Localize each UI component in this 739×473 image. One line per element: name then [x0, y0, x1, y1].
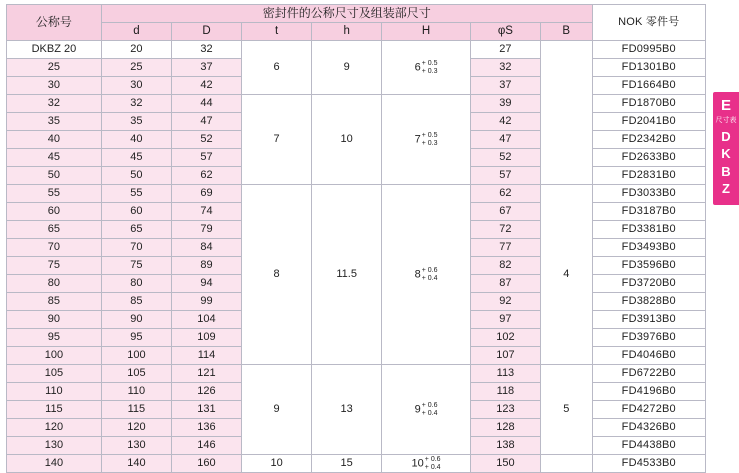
cell-code: 120 [7, 419, 102, 437]
cell-D: 121 [171, 365, 241, 383]
side-tab-dkbz [713, 92, 739, 205]
header-B: B [540, 23, 592, 41]
cell-d: 25 [101, 59, 171, 77]
cell-phi-s: 47 [470, 131, 540, 149]
cell-D: 57 [171, 149, 241, 167]
cell-code: 55 [7, 185, 102, 203]
cell-nok-part-no: FD1664B0 [592, 77, 705, 95]
cell-D: 79 [171, 221, 241, 239]
cell-D: 109 [171, 329, 241, 347]
cell-phi-s: 67 [470, 203, 540, 221]
cell-h: 9 [312, 41, 382, 95]
cell-H-tolerance: + 0.6 + 0.4 [421, 267, 438, 282]
cell-phi-s: 42 [470, 113, 540, 131]
cell-nok-part-no: FD4046B0 [592, 347, 705, 365]
cell-code: 30 [7, 77, 102, 95]
cell-nok-part-no: FD6722B0 [592, 365, 705, 383]
cell-t: 10 [242, 455, 312, 473]
table-row [7, 41, 706, 59]
cell-d: 130 [101, 437, 171, 455]
cell-d: 55 [101, 185, 171, 203]
dkbz-dimension-table [6, 4, 706, 473]
table-head [7, 5, 706, 41]
cell-d: 50 [101, 167, 171, 185]
cell-H [382, 95, 471, 185]
cell-phi-s: 27 [470, 41, 540, 59]
cell-nok-part-no: FD0995B0 [592, 41, 705, 59]
cell-phi-s: 118 [470, 383, 540, 401]
cell-phi-s: 97 [470, 311, 540, 329]
cell-phi-s: 37 [470, 77, 540, 95]
header-row-1 [7, 5, 706, 23]
cell-nok-part-no: FD2633B0 [592, 149, 705, 167]
cell-nok-part-no: FD3976B0 [592, 329, 705, 347]
cell-d: 20 [101, 41, 171, 59]
cell-H-tolerance: + 0.6 + 0.4 [421, 402, 438, 417]
cell-code: 130 [7, 437, 102, 455]
cell-d: 80 [101, 275, 171, 293]
page-root [0, 4, 739, 471]
cell-nok-part-no: FD4438B0 [592, 437, 705, 455]
cell-t: 9 [242, 365, 312, 455]
cell-nok-part-no: FD1301B0 [592, 59, 705, 77]
cell-H [382, 41, 471, 95]
cell-t: 8 [242, 185, 312, 365]
cell-H-tolerance: + 0.6 + 0.4 [424, 456, 441, 471]
cell-phi-s: 107 [470, 347, 540, 365]
cell-d: 110 [101, 383, 171, 401]
cell-H-nominal: 7 [414, 133, 421, 146]
header-phi-s: φS [470, 23, 540, 41]
cell-nok-part-no: FD3493B0 [592, 239, 705, 257]
cell-B [540, 455, 592, 473]
cell-D: 74 [171, 203, 241, 221]
cell-D: 69 [171, 185, 241, 203]
cell-t: 7 [242, 95, 312, 185]
cell-d: 120 [101, 419, 171, 437]
cell-h: 10 [312, 95, 382, 185]
cell-phi-s: 150 [470, 455, 540, 473]
cell-nok-part-no: FD3187B0 [592, 203, 705, 221]
cell-D: 126 [171, 383, 241, 401]
cell-D: 89 [171, 257, 241, 275]
cell-phi-s: 138 [470, 437, 540, 455]
cell-code: 45 [7, 149, 102, 167]
cell-D: 62 [171, 167, 241, 185]
cell-nok-part-no: FD4533B0 [592, 455, 705, 473]
cell-d: 32 [101, 95, 171, 113]
cell-phi-s: 92 [470, 293, 540, 311]
side-tab-series-z: Z [722, 181, 730, 197]
cell-D: 104 [171, 311, 241, 329]
cell-code: 60 [7, 203, 102, 221]
cell-phi-s: 82 [470, 257, 540, 275]
cell-nok-part-no: FD3033B0 [592, 185, 705, 203]
cell-code: 100 [7, 347, 102, 365]
cell-d: 45 [101, 149, 171, 167]
header-H: H [382, 23, 471, 41]
cell-H [382, 185, 471, 365]
cell-code: 75 [7, 257, 102, 275]
cell-phi-s: 77 [470, 239, 540, 257]
cell-code: 140 [7, 455, 102, 473]
side-tab-series-d: D [721, 128, 731, 144]
cell-nok-part-no: FD3913B0 [592, 311, 705, 329]
cell-code: 25 [7, 59, 102, 77]
cell-D: 94 [171, 275, 241, 293]
cell-H [382, 365, 471, 455]
cell-phi-s: 57 [470, 167, 540, 185]
cell-phi-s: 52 [470, 149, 540, 167]
cell-H [382, 455, 471, 473]
cell-phi-s: 102 [470, 329, 540, 347]
cell-D: 47 [171, 113, 241, 131]
cell-H-nominal: 9 [414, 403, 421, 416]
cell-D: 32 [171, 41, 241, 59]
cell-D: 136 [171, 419, 241, 437]
header-t: t [242, 23, 312, 41]
cell-code: 65 [7, 221, 102, 239]
cell-D: 131 [171, 401, 241, 419]
cell-nok-part-no: FD2041B0 [592, 113, 705, 131]
cell-nok-part-no: FD1870B0 [592, 95, 705, 113]
cell-phi-s: 87 [470, 275, 540, 293]
cell-d: 30 [101, 77, 171, 95]
cell-d: 85 [101, 293, 171, 311]
cell-nok-part-no: FD3596B0 [592, 257, 705, 275]
cell-code: 95 [7, 329, 102, 347]
cell-t: 6 [242, 41, 312, 95]
cell-phi-s: 72 [470, 221, 540, 239]
side-tab-series-b: B [721, 163, 731, 179]
header-col-code: 公称号 [7, 5, 102, 41]
cell-code: 70 [7, 239, 102, 257]
cell-code: 40 [7, 131, 102, 149]
cell-H-nominal: 10 [411, 457, 424, 470]
cell-code: 110 [7, 383, 102, 401]
cell-nok-part-no: FD2831B0 [592, 167, 705, 185]
cell-d: 100 [101, 347, 171, 365]
table-row [7, 95, 706, 113]
table-row [7, 455, 706, 473]
cell-D: 44 [171, 95, 241, 113]
cell-d: 70 [101, 239, 171, 257]
cell-code: 90 [7, 311, 102, 329]
cell-code: 80 [7, 275, 102, 293]
cell-d: 60 [101, 203, 171, 221]
cell-nok-part-no: FD3828B0 [592, 293, 705, 311]
cell-nok-part-no: FD4326B0 [592, 419, 705, 437]
cell-code: DKBZ 20 [7, 41, 102, 59]
cell-phi-s: 62 [470, 185, 540, 203]
cell-d: 140 [101, 455, 171, 473]
cell-d: 90 [101, 311, 171, 329]
cell-H-nominal: 8 [414, 268, 421, 281]
cell-nok-part-no: FD3720B0 [592, 275, 705, 293]
side-tab-series-k: K [721, 146, 731, 162]
cell-D: 84 [171, 239, 241, 257]
cell-D: 114 [171, 347, 241, 365]
cell-d: 35 [101, 113, 171, 131]
cell-B [540, 41, 592, 185]
cell-h: 11.5 [312, 185, 382, 365]
cell-phi-s: 39 [470, 95, 540, 113]
table-row [7, 365, 706, 383]
cell-D: 52 [171, 131, 241, 149]
cell-D: 37 [171, 59, 241, 77]
cell-H-tolerance: + 0.5 + 0.3 [421, 60, 438, 75]
cell-B: 4 [540, 185, 592, 365]
cell-D: 146 [171, 437, 241, 455]
cell-D: 160 [171, 455, 241, 473]
cell-h: 13 [312, 365, 382, 455]
cell-D: 99 [171, 293, 241, 311]
cell-code: 35 [7, 113, 102, 131]
cell-d: 40 [101, 131, 171, 149]
cell-B: 5 [540, 365, 592, 455]
cell-h: 15 [312, 455, 382, 473]
cell-H-nominal: 6 [414, 61, 421, 74]
cell-nok-part-no: FD2342B0 [592, 131, 705, 149]
cell-D: 42 [171, 77, 241, 95]
header-d: d [101, 23, 171, 41]
cell-code: 105 [7, 365, 102, 383]
cell-code: 50 [7, 167, 102, 185]
cell-nok-part-no: FD3381B0 [592, 221, 705, 239]
table-row [7, 185, 706, 203]
side-tab-letter: E [720, 97, 731, 114]
cell-nok-part-no: FD4272B0 [592, 401, 705, 419]
cell-d: 115 [101, 401, 171, 419]
cell-code: 85 [7, 293, 102, 311]
cell-phi-s: 123 [470, 401, 540, 419]
cell-H-tolerance: + 0.5 + 0.3 [421, 132, 438, 147]
cell-phi-s: 128 [470, 419, 540, 437]
cell-d: 65 [101, 221, 171, 239]
cell-phi-s: 32 [470, 59, 540, 77]
side-tab-subtitle: 尺寸表 [715, 116, 737, 124]
cell-code: 115 [7, 401, 102, 419]
cell-nok-part-no: FD4196B0 [592, 383, 705, 401]
cell-d: 95 [101, 329, 171, 347]
cell-d: 105 [101, 365, 171, 383]
cell-d: 75 [101, 257, 171, 275]
header-D: D [171, 23, 241, 41]
header-h: h [312, 23, 382, 41]
cell-code: 32 [7, 95, 102, 113]
header-nok-part-no: NOK 零件号 [592, 5, 705, 41]
cell-phi-s: 113 [470, 365, 540, 383]
table-body [7, 41, 706, 473]
header-group-dims: 密封件的公称尺寸及组装部尺寸 [101, 5, 592, 23]
